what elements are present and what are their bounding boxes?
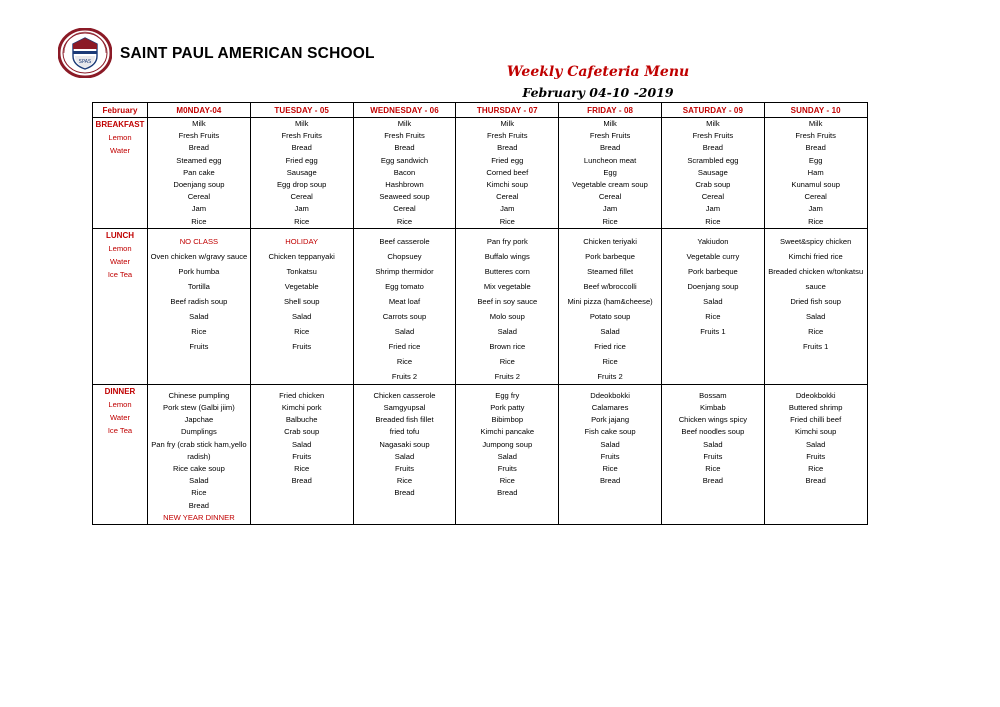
menu-item: Sausage [697, 167, 728, 177]
menu-item: Bread [702, 476, 724, 486]
menu-item: Bread [805, 476, 826, 486]
menu-item: Milk [603, 119, 617, 128]
meal-name: BREAKFAST [95, 120, 145, 129]
menu-item: Fruits 1 [700, 326, 726, 336]
menu-item: Doenjang soup [687, 281, 739, 291]
menu-item: Cereal [804, 192, 827, 202]
menu-item: Doenjang soup [173, 180, 225, 190]
menu-cell [559, 384, 662, 524]
column-header-day: FRIDAY - 08 [559, 103, 662, 118]
menu-cell [661, 384, 764, 524]
menu-item: Beef in soy sauce [477, 296, 538, 306]
menu-item: Cereal [598, 192, 622, 202]
menu-item: Salad [394, 451, 415, 461]
meal-row [93, 118, 868, 229]
menu-item: Egg [603, 167, 617, 177]
menu-item: Fried chicken [279, 390, 325, 400]
menu-item: Rice [396, 216, 413, 226]
menu-item: Fruits [189, 341, 209, 351]
menu-item: Pork jajang [591, 415, 630, 425]
menu-item: Chicken casserole [373, 390, 436, 400]
menu-cell [353, 384, 456, 524]
meal-drink: Lemon [108, 243, 132, 253]
menu-item: Rice [191, 216, 207, 226]
menu-item: Yakiudon [697, 236, 729, 246]
menu-item: Pork patty [490, 403, 525, 413]
menu-item: Kimchi fried rice [788, 251, 843, 261]
meal-drink: Water [110, 256, 130, 266]
menu-item: Kimchi pancake [480, 427, 535, 437]
menu-item: Fruits 2 [391, 371, 418, 381]
menu-item: Bread [497, 488, 518, 498]
menu-item: Bread [497, 143, 518, 153]
menu-item: Seaweed soup [379, 192, 430, 202]
menu-item: Fried egg [491, 155, 524, 165]
menu-item: Bread [291, 476, 312, 486]
menu-cell [456, 118, 559, 229]
menu-item: Shell soup [283, 296, 320, 306]
menu-item: Meat loaf [388, 296, 421, 306]
menu-item: Tonkatsu [286, 266, 317, 276]
menu-item: Hashbrown [385, 180, 424, 190]
menu-cell [559, 118, 662, 229]
table-body [93, 118, 868, 525]
menu-cell [353, 118, 456, 229]
menu-item: Kimchi soup [486, 180, 528, 190]
menu-cell [559, 228, 662, 384]
menu-item: Fried rice [594, 341, 626, 351]
menu-item: Rice [294, 464, 310, 474]
meal-row [93, 384, 868, 524]
menu-item: Brown rice [489, 341, 526, 351]
menu-item: Milk [706, 119, 720, 128]
menu-item: Fruits [292, 451, 312, 461]
menu-item: Pan cake [183, 167, 215, 177]
menu-item: Ham [807, 167, 824, 177]
menu-item: Fish cake soup [584, 427, 636, 437]
menu-item: Beef w/broccolli [583, 281, 637, 291]
menu-item: Jam [500, 204, 515, 214]
menu-item: Egg sandwich [380, 155, 429, 165]
meal-drink: Ice Tea [107, 269, 133, 279]
menu-item: Milk [294, 119, 309, 128]
menu-item: Crab soup [284, 427, 320, 437]
column-header-day: SUNDAY - 10 [764, 103, 867, 118]
menu-item: Butteres corn [484, 266, 530, 276]
menu-item: Salad [189, 311, 209, 321]
menu-item: Salad [394, 326, 415, 336]
menu-item: Fried chilli beef [790, 415, 842, 425]
menu-item: Salad [189, 476, 209, 486]
menu-item: Fruits 2 [597, 371, 623, 381]
column-header-day: THURSDAY - 07 [456, 103, 559, 118]
menu-item: Oven chicken w/gravy sauce [150, 251, 248, 261]
menu-item: Rice [499, 356, 515, 366]
menu-item: Buffalo wings [484, 251, 530, 261]
menu-cell [764, 118, 867, 229]
menu-cell [148, 384, 251, 524]
menu-item: Sweet&spicy chicken [780, 236, 852, 246]
column-header-month: February [93, 103, 148, 118]
menu-item: Fried rice [388, 341, 421, 351]
menu-item: Fresh Fruits [178, 131, 220, 141]
menu-item: Bread [291, 143, 312, 153]
menu-item: Cereal [496, 192, 519, 202]
menu-item: Rice [602, 464, 618, 474]
menu-item: Milk [397, 119, 412, 128]
menu-item: Samgyupsal [383, 403, 426, 413]
menu-item: Buttered shrimp [788, 403, 843, 413]
menu-item: Rice [705, 311, 721, 321]
menu-item: Cereal [393, 204, 416, 214]
menu-date-range: February 04-10 -2019 [522, 85, 674, 100]
menu-cell [353, 228, 456, 384]
column-header-day: WEDNESDAY - 06 [353, 103, 456, 118]
menu-item: Nagasaki soup [379, 439, 430, 449]
menu-item: Rice [808, 464, 824, 474]
menu-cell [661, 118, 764, 229]
menu-item: Cereal [187, 192, 211, 202]
menu-item: Luncheon meat [583, 155, 637, 165]
menu-item: Rice [602, 356, 618, 366]
menu-item: Pork barbeque [585, 251, 635, 261]
meal-row-label [93, 384, 148, 524]
menu-item: Rice [191, 488, 207, 498]
menu-cell [661, 228, 764, 384]
menu-item: Jam [602, 204, 618, 214]
menu-cell [148, 118, 251, 229]
menu-item: Rice [396, 476, 413, 486]
menu-item: Jam [294, 204, 309, 214]
menu-item: Chopsuey [387, 251, 422, 261]
menu-item: Chicken teriyaki [583, 236, 637, 246]
menu-item: Vegetable curry [686, 251, 740, 261]
menu-title: Weekly Cafeteria Menu [506, 64, 690, 80]
menu-item: Bread [394, 143, 415, 153]
menu-item: Rice [294, 216, 310, 226]
menu-item: Corned beef [486, 167, 529, 177]
document-header [58, 28, 948, 100]
menu-item: Beef noodles soup [681, 427, 745, 437]
meal-drink: Lemon [108, 133, 132, 142]
menu-item: Salad [600, 439, 620, 449]
menu-item: Pork humba [178, 266, 220, 276]
menu-item: Egg drop soup [276, 180, 327, 190]
menu-item: Rice [705, 216, 721, 226]
menu-item: Kimbab [700, 403, 726, 413]
menu-item: Shrimp thermidor [375, 266, 434, 276]
menu-item: Chinese pumpling [168, 390, 230, 400]
menu-item: Ddeokbokki [795, 390, 836, 400]
column-header-day: M0NDAY-04 [148, 103, 251, 118]
menu-item: Tortilla [187, 281, 210, 291]
menu-item: Vegetable cream soup [572, 180, 648, 190]
menu-item: Beef casserole [379, 236, 430, 246]
menu-item: Fruits 2 [494, 371, 520, 381]
menu-item: Jam [705, 204, 721, 214]
menu-item: Milk [500, 119, 515, 128]
menu-item: Cereal [290, 192, 313, 202]
menu-item: Rice [396, 356, 413, 366]
menu-item: Jam [191, 204, 207, 214]
menu-item: Sausage [286, 167, 317, 177]
menu-item: Pan fry (crab stick ham,yello radish) [151, 439, 247, 461]
menu-item: Bread [394, 488, 415, 498]
menu-item: Jumpong soup [482, 439, 533, 449]
menu-cell [764, 228, 867, 384]
menu-item: Rice [705, 464, 721, 474]
column-header-day: SATURDAY - 09 [661, 103, 764, 118]
menu-item: Fried egg [285, 155, 318, 165]
svg-text:SPAS: SPAS [78, 59, 92, 65]
menu-item: Steamed fillet [587, 266, 634, 276]
menu-item: Beef radish soup [170, 296, 228, 306]
menu-item: Jam [808, 204, 823, 214]
menu-item: Bread [805, 143, 826, 153]
menu-item: Egg tomato [385, 281, 424, 291]
menu-cell [456, 384, 559, 524]
menu-item: Fresh Fruits [692, 131, 734, 141]
menu-item: Bread [188, 143, 210, 153]
menu-item: Rice [602, 216, 618, 226]
menu-item: Milk [192, 119, 206, 128]
menu-item: Potato soup [589, 311, 631, 321]
menu-cell [456, 228, 559, 384]
menu-item: NO CLASS [179, 236, 219, 246]
menu-item: NEW YEAR DINNER [163, 512, 235, 522]
meal-row-label [93, 228, 148, 384]
menu-item: Fruits [600, 451, 620, 461]
school-name: SAINT PAUL AMERICAN SCHOOL [120, 45, 375, 62]
meal-name: LUNCH [106, 230, 134, 240]
menu-item: Breaded fish fillet [375, 415, 434, 425]
menu-item: Salad [291, 311, 312, 321]
menu-item: Rice [499, 216, 515, 226]
meal-name: DINNER [104, 386, 136, 396]
menu-item: Japchae [184, 415, 214, 425]
menu-item: Bread [188, 500, 210, 510]
menu-item: Molo soup [489, 311, 525, 321]
menu-cell [148, 228, 251, 384]
menu-item: Mini pizza (ham&cheese) [567, 296, 653, 306]
weekly-menu-table [92, 102, 868, 525]
menu-item: Steamed egg [176, 155, 222, 165]
menu-item: Pan fry pork [486, 236, 528, 246]
menu-item: Kimchi pork [281, 403, 322, 413]
menu-item: Fruits [395, 464, 414, 474]
menu-item: Salad [703, 439, 723, 449]
menu-item: Salad [703, 296, 723, 306]
menu-item: Breaded chicken w/tonkatsu sauce [768, 266, 864, 291]
menu-item: Bibimbop [491, 415, 524, 425]
meal-drink: Water [110, 412, 130, 422]
menu-item: Salad [291, 439, 312, 449]
menu-item: Fruits [703, 451, 723, 461]
meal-row [93, 228, 868, 384]
menu-item: Pork barbeque [687, 266, 738, 276]
menu-item: Salad [600, 326, 620, 336]
menu-cell [250, 228, 353, 384]
menu-item: Carrots soup [382, 311, 427, 321]
table-header-row [93, 103, 868, 118]
meal-row-label [93, 118, 148, 229]
menu-item: Pork stew (Galbi jiim) [163, 403, 235, 413]
menu-item: Calamares [591, 403, 629, 413]
menu-item: Rice [808, 216, 824, 226]
menu-cell [764, 384, 867, 524]
meal-drink: Ice Tea [107, 425, 133, 435]
menu-item: Bread [702, 143, 724, 153]
menu-item: Fresh Fruits [589, 131, 631, 141]
meal-drink: Lemon [108, 399, 132, 409]
menu-item: Chicken teppanyaki [268, 251, 335, 261]
menu-item: Egg fry [495, 390, 520, 400]
menu-item: Fruits [497, 464, 517, 474]
menu-item: Crab soup [695, 180, 731, 190]
menu-item: Kimchi soup [794, 427, 837, 437]
menu-item: Dumplings [180, 427, 217, 437]
menu-item: Rice [499, 476, 515, 486]
menu-item: Bossam [699, 390, 727, 400]
menu-cell [250, 118, 353, 229]
menu-item: Chicken wings spicy [678, 415, 748, 425]
menu-item: Balbuche [285, 415, 318, 425]
menu-item: Bread [599, 143, 621, 153]
column-header-day: TUESDAY - 05 [250, 103, 353, 118]
menu-item: Salad [497, 451, 517, 461]
menu-item: fried tofu [389, 427, 420, 437]
menu-item: Dried fish soup [790, 296, 841, 306]
menu-item: Mix vegetable [483, 281, 531, 291]
menu-item: Fruits [292, 341, 312, 351]
menu-item: Ddeokbokki [590, 390, 630, 400]
school-crest-logo [58, 28, 112, 78]
menu-cell [250, 384, 353, 524]
menu-item: Fresh Fruits [795, 131, 836, 141]
menu-item: Fresh Fruits [384, 131, 425, 141]
menu-item: Vegetable [284, 281, 319, 291]
menu-item: Fresh Fruits [487, 131, 528, 141]
menu-item: Salad [805, 311, 826, 321]
menu-item: Fruits [806, 451, 826, 461]
menu-item: Milk [808, 119, 823, 128]
menu-item: Scrambled egg [687, 155, 739, 165]
menu-item: Rice [294, 326, 310, 336]
menu-item: Fresh Fruits [281, 131, 322, 141]
menu-item: Cereal [701, 192, 725, 202]
menu-item: Kunamul soup [791, 180, 840, 190]
menu-item: Rice cake soup [172, 464, 225, 474]
meal-drink: Water [110, 146, 130, 155]
menu-item: HOLIDAY [285, 236, 319, 246]
menu-item: Bread [599, 476, 621, 486]
menu-item: Fruits 1 [803, 341, 829, 351]
menu-item: Salad [805, 439, 826, 449]
menu-item: Rice [191, 326, 207, 336]
menu-item: Rice [808, 326, 824, 336]
menu-item: Salad [497, 326, 517, 336]
menu-item: Egg [808, 155, 823, 165]
menu-item: Bacon [393, 167, 416, 177]
